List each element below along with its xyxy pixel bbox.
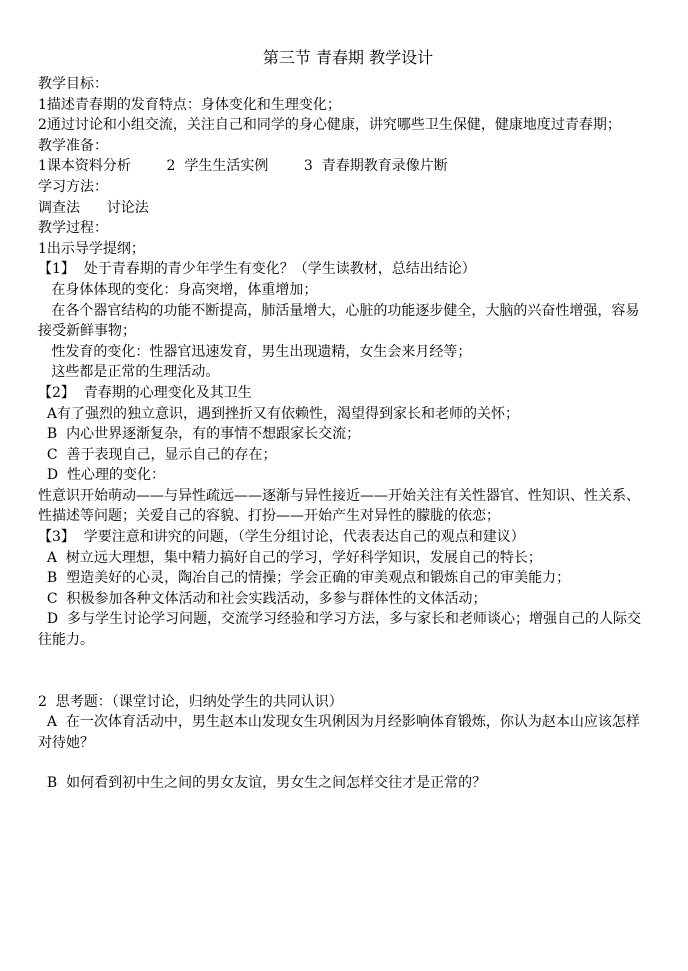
text-line: 2通过讨论和小组交流，关注自己和同学的身心健康，讲究哪些卫生保健，健康地度过青春期； (38, 117, 621, 134)
text-line: A 树立远大理想，集中精力搞好自己的学习，学好科学知识，发展自己的特长； (38, 549, 542, 566)
text-line: 在各个器官结构的功能不断提高，肺活量增大，心脏的功能逐步健全，大脑的兴奋性增强，容易接受新鲜事物； (38, 302, 640, 340)
text-line: 1描述青春期的发育特点：身体变化和生理变化； (38, 96, 341, 113)
text-line: 【1】 处于青春期的青少年学生有变化？（学生读教材，总结出结论） (38, 261, 476, 278)
text-line: 1课本资料分析 2 学生生活实例 3 青春期教育录像片断 (38, 158, 448, 175)
text-line: A 在一次体育活动中，男生赵本山发现女生巩俐因为月经影响体育锻炼，你认为赵本山应该怎样对待她？ (38, 714, 640, 751)
text-line: 2 思考题：（课堂讨论，归纳处学生的共同认识） (38, 693, 343, 710)
spacer (38, 753, 650, 773)
section-main (38, 74, 650, 651)
text-line: 1出示导学提纲； (38, 240, 145, 257)
text-line: D 性心理的变化： (38, 467, 166, 484)
text-line: 性发育的变化：性器官迅速发育，男生出现遗精，女生会来月经等； (38, 343, 472, 360)
text-line: 这些都是正常的生理活动。 (38, 364, 220, 381)
text-line: C 善于表现自己，显示自己的存在； (38, 446, 277, 463)
text-line: 学习方法： (38, 178, 108, 195)
text-line: B 塑造美好的心灵，陶冶自己的情操；学会正确的审美观点和锻炼自己的审美能力； (38, 570, 571, 587)
text-line: A有了强烈的独立意识，遇到挫折又有依赖性，渴望得到家长和老师的关怀； (38, 405, 520, 422)
document-title: 第三节 青春期 教学设计 (262, 48, 434, 67)
text-line: B 内心世界逐渐复杂，有的事情不想跟家长交流； (38, 426, 361, 443)
text-line: 教学准备： (38, 137, 108, 154)
text-line: 教学目标： (38, 76, 108, 92)
text-line: 教学过程： (38, 220, 108, 237)
document-page (38, 46, 650, 794)
text-line: 调查法 讨论法 (38, 199, 149, 216)
section-questions (38, 692, 650, 794)
text-line: 【2】 青春期的心理变化及其卫生 (38, 384, 252, 401)
text-line: B 如何看到初中生之间的男女友谊，男女生之间怎样交往才是正常的？ (38, 775, 487, 792)
text-line: D 多与学生讨论学习问题，交流学习经验和学习方法，多与家长和老师谈心；增强自己的人际交往能力。 (38, 611, 642, 649)
text-line: C 积极参加各种文体活动和社会实践活动，多参与群体性的文体活动； (38, 590, 487, 607)
text-line: 在身体体现的变化：身高突增，体重增加； (38, 281, 318, 298)
text-line: 【3】 学要注意和讲究的问题，（学生分组讨论，代表表达自己的观点和建议） (38, 529, 525, 546)
text-line: 性意识开始萌动——与异性疏远——逐渐与异性接近——开始关注有关性器官、性知识、性关系、性描述等问题；关爱自己的容貌、打扮——开始产生对异性的朦胧的依恋； (38, 487, 640, 525)
spacer (38, 651, 650, 692)
